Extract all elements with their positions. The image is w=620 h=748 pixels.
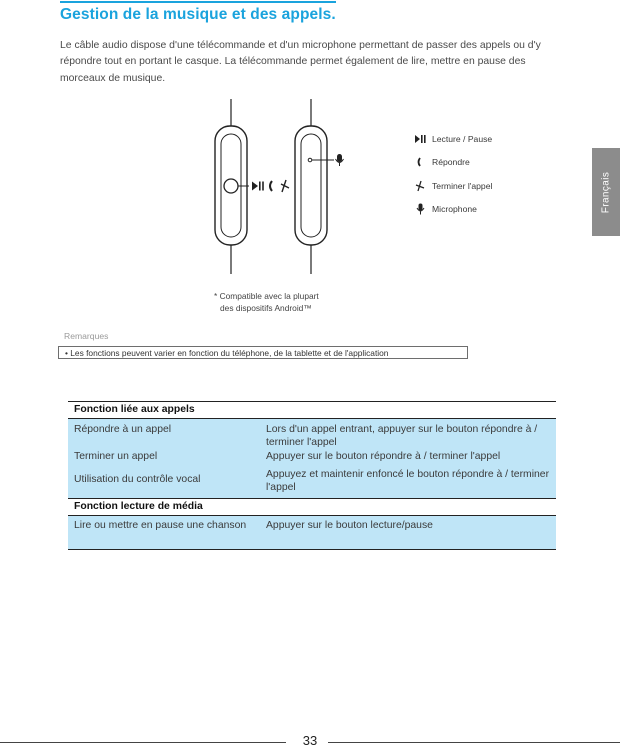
footnote-line-1: * Compatible avec la plupart xyxy=(214,291,319,301)
remote-back-illustration xyxy=(295,99,344,274)
table-cell-function: Terminer un appel xyxy=(74,451,158,462)
remote-button-icons xyxy=(252,180,289,192)
table-cell-action: Appuyer sur le bouton lecture/pause xyxy=(266,520,433,531)
answer-call-icon xyxy=(270,181,272,191)
play-pause-icon xyxy=(252,182,258,191)
legend-label: Lecture / Pause xyxy=(432,134,493,144)
legend-label: Terminer l'appel xyxy=(432,181,493,191)
table-row xyxy=(68,518,556,546)
remote-control-diagram xyxy=(0,0,620,330)
legend-label: Répondre xyxy=(432,157,470,167)
answer-call-icon xyxy=(414,156,428,168)
legend-label: Microphone xyxy=(432,204,477,214)
microphone-icon xyxy=(336,154,344,166)
language-side-tab xyxy=(592,148,620,236)
table-row xyxy=(68,449,556,464)
microphone-icon xyxy=(414,203,428,215)
end-call-icon xyxy=(281,180,289,192)
table-cell-action: Appuyez et maintenir enfoncé le bouton répondre à / terminer l'appel xyxy=(266,469,550,494)
table-cell-function: Utilisation du contrôle vocal xyxy=(74,474,201,485)
table-section-heading-calls: Fonction liée aux appels xyxy=(68,401,556,419)
language-tab-label: Français xyxy=(600,171,612,213)
legend-item-end-call xyxy=(414,180,492,192)
footer-rule-left xyxy=(0,742,286,743)
play-pause-icon xyxy=(414,133,428,145)
table-row xyxy=(68,422,556,449)
table-section-body-calls xyxy=(68,419,556,499)
remarks-label: Remarques xyxy=(64,331,109,341)
table-cell-function: Lire ou mettre en pause une chanson xyxy=(74,520,247,531)
footnote-line-2: des dispositifs Android™ xyxy=(220,302,312,313)
legend-item-answer xyxy=(414,156,470,168)
remarks-note: • Les fonctions peuvent varier en fonction du téléphone, de la tablette et de l'application xyxy=(58,346,468,359)
page-title: Gestion de la musique et des appels. xyxy=(60,6,336,23)
compatibility-footnote xyxy=(214,291,384,314)
footer-rule-right xyxy=(328,742,620,743)
table-row xyxy=(68,464,556,495)
page-number: 33 xyxy=(302,733,318,748)
table-cell-action: Lors d'un appel entrant, appuyer sur le bouton répondre à / terminer l'appel xyxy=(266,424,538,449)
table-cell-function: Répondre à un appel xyxy=(74,424,172,435)
table-section-body-media xyxy=(68,516,556,550)
end-call-icon xyxy=(414,180,428,192)
remote-front-illustration xyxy=(215,99,249,274)
table-section-heading-media: Fonction lecture de média xyxy=(68,499,556,516)
legend-item-microphone xyxy=(414,203,477,215)
legend-item-play-pause xyxy=(414,133,492,145)
function-table xyxy=(68,401,556,550)
table-cell-action: Appuyer sur le bouton répondre à / terminer l'appel xyxy=(266,451,501,462)
intro-paragraph: Le câble audio dispose d'une télécommande et d'un microphone permettant de passer des appels ou d'y répondre tout en portant le casque. La télécommande permet également de lire, mettre en pause des morceaux de musique. xyxy=(60,40,541,84)
